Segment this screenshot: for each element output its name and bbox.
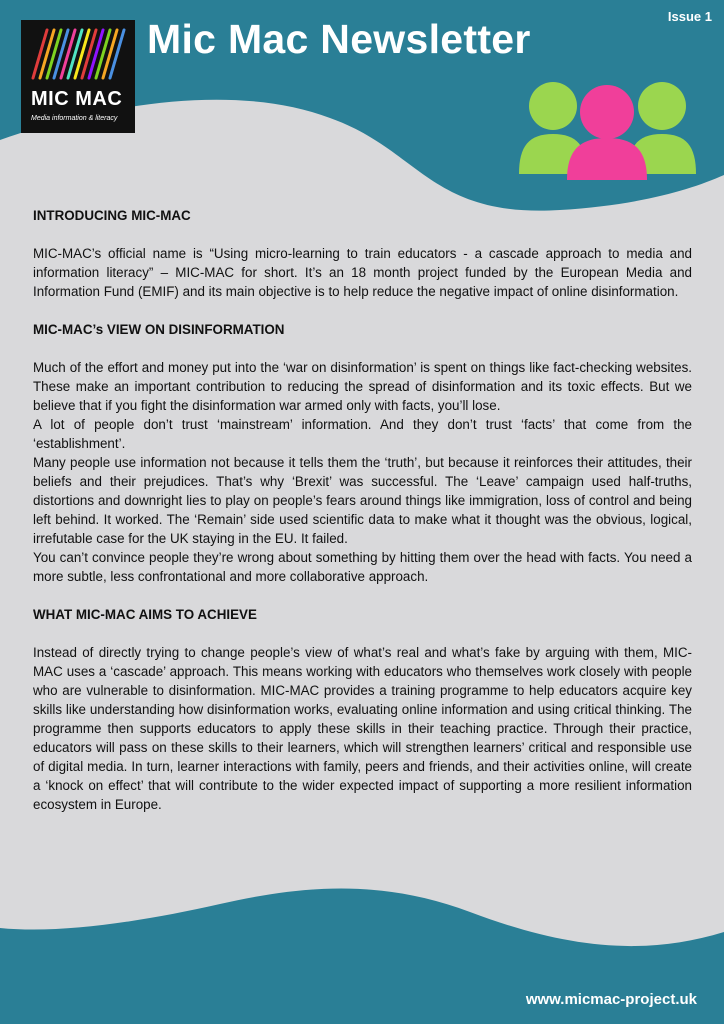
paragraph: You can’t convince people they’re wrong about something by hitting them over the head with facts. You need a more subtle, less confrontational and more collaborative approach. xyxy=(33,550,692,584)
logo xyxy=(21,20,135,133)
footer-url-link[interactable]: www.micmac-project.uk xyxy=(525,991,697,1008)
people-group-icon xyxy=(515,76,700,181)
logo-name: MIC MAC xyxy=(31,88,123,110)
paragraph: A lot of people don’t trust ‘mainstream’ information. And they don’t trust ‘facts’ that come from the ‘establishment’. xyxy=(33,417,692,451)
paragraph: Many people use information not because it tells them the ‘truth’, but because it reinforces their attitudes, their beliefs and their prejudices. That’s why ‘Brexit’ was successful. The ‘Leave’ campaign used half-truths, distortions and downright lies to play on people’s fears around things like immigration, loss of control and being left behind. It worked. The ‘Remain’ side used scientific data to make what it thought was the obvious, logical, irrefutable case for the UK staying in the EU. It failed. xyxy=(33,455,692,546)
newsletter-title: Mic Mac Newsletter xyxy=(147,16,531,62)
newsletter-body xyxy=(33,206,692,814)
issue-label: Issue 1 xyxy=(667,9,712,24)
paragraph: MIC-MAC’s official name is “Using micro-learning to train educators - a cascade approach to media and information literacy” – MIC-MAC for short. It’s an 18 month project funded by the European Media and Information Fund (EMIF) and its main objective is to help reduce the negative impact of online disinformation. xyxy=(33,246,692,299)
section-heading: INTRODUCING MIC-MAC xyxy=(33,208,191,223)
paragraph: Much of the effort and money put into the ‘war on disinformation’ is spent on things like fact-checking websites. These make an important contribution to reducing the spread of disinformation and its toxic effects. But we believe that if you fight the disinformation war armed only with facts, you’ll lose. xyxy=(33,360,692,413)
logo-tagline: Media information & literacy xyxy=(31,115,118,122)
section-heading: MIC-MAC’s VIEW ON DISINFORMATION xyxy=(33,322,285,337)
paragraph: Instead of directly trying to change people’s view of what’s real and what’s fake by arguing with them, MIC-MAC uses a ‘cascade’ approach. This means working with educators who themselves work closely with people who are vulnerable to disinformation. MIC-MAC provides a training programme to help educators acquire key skills like understanding how disinformation works, evaluating online information and using critical thinking. The programme then supports educators to apply these skills in their teaching practice. Through their practice, educators will pass on these skills to their learners, which will strengthen learners’ critical and responsible use of digital media. In turn, learner interactions with family, peers and friends, and their activities online, will create a ‘knock on effect’ that will contribute to the wider expected impact of supporting a more resilient information ecosystem in Europe. xyxy=(33,645,692,812)
section-heading: WHAT MIC-MAC AIMS TO ACHIEVE xyxy=(33,607,257,622)
